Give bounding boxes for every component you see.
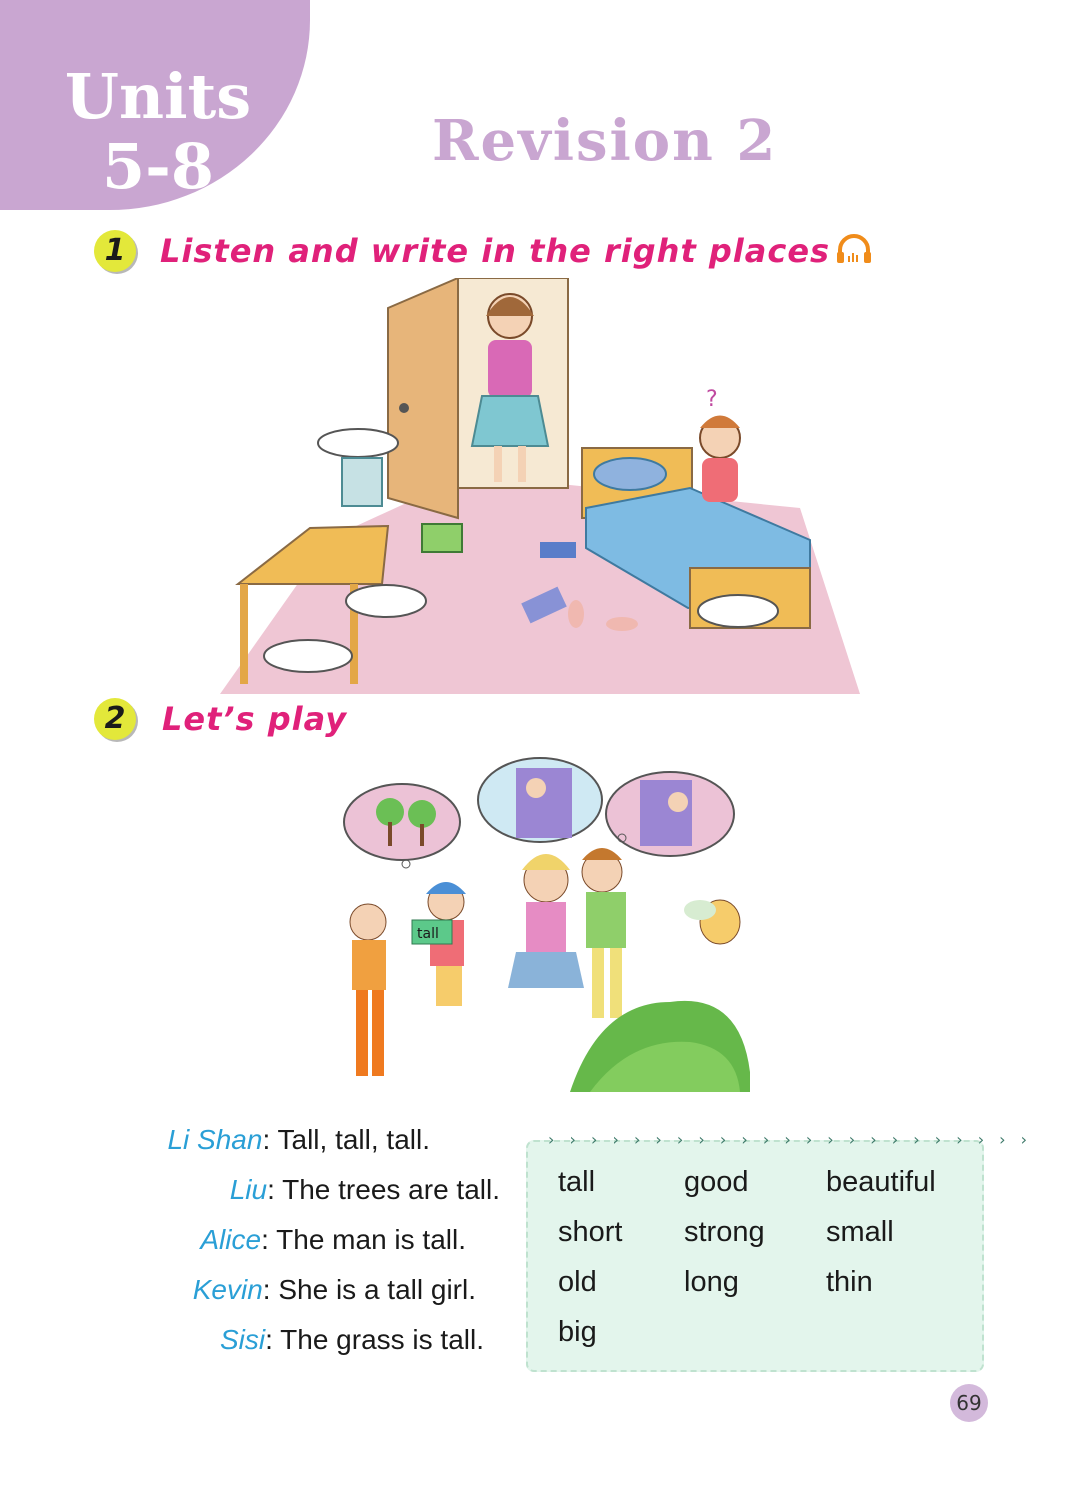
word-item: tall (558, 1166, 596, 1198)
word-item: strong (684, 1216, 765, 1248)
dialogue-line: Alice: The man is tall. (200, 1224, 466, 1255)
page-title: Revision 2 (432, 108, 778, 174)
dialogue-line: Kevin: She is a tall girl. (192, 1274, 476, 1305)
word-item: old (558, 1266, 597, 1298)
word-item: long (684, 1266, 739, 1298)
word-item: short (558, 1216, 623, 1248)
dialogue-line: Sisi: The grass is tall. (219, 1324, 484, 1355)
dialogue-line: Li Shan: Tall, tall, tall. (167, 1124, 430, 1155)
section1-number-badge: 1 (94, 230, 136, 272)
section2-number-badge: 2 (94, 698, 136, 740)
word-item: small (826, 1216, 894, 1248)
word-item: good (684, 1166, 749, 1198)
section1-title: Listen and write in the right places (160, 232, 831, 270)
units-label (58, 62, 258, 202)
section2-title: Let’s play (162, 700, 348, 738)
word-item: thin (826, 1266, 873, 1298)
bedroom-illustration (210, 278, 870, 698)
headphones-icon[interactable] (836, 234, 872, 264)
units-line1: Units (64, 60, 252, 133)
page-number: 69 (950, 1384, 988, 1422)
tall-card-word: tall (417, 926, 439, 942)
svg-text:?: ? (706, 387, 718, 412)
dialogue-line: Liu: The trees are tall. (229, 1174, 500, 1205)
notebook-ticks: › › › › › › › › › › › › › › › › › › › › › › › (548, 1130, 1033, 1149)
word-item: big (558, 1316, 597, 1348)
units-line2: 5-8 (101, 130, 214, 203)
play-illustration (340, 752, 760, 1100)
word-item: beautiful (826, 1166, 936, 1198)
